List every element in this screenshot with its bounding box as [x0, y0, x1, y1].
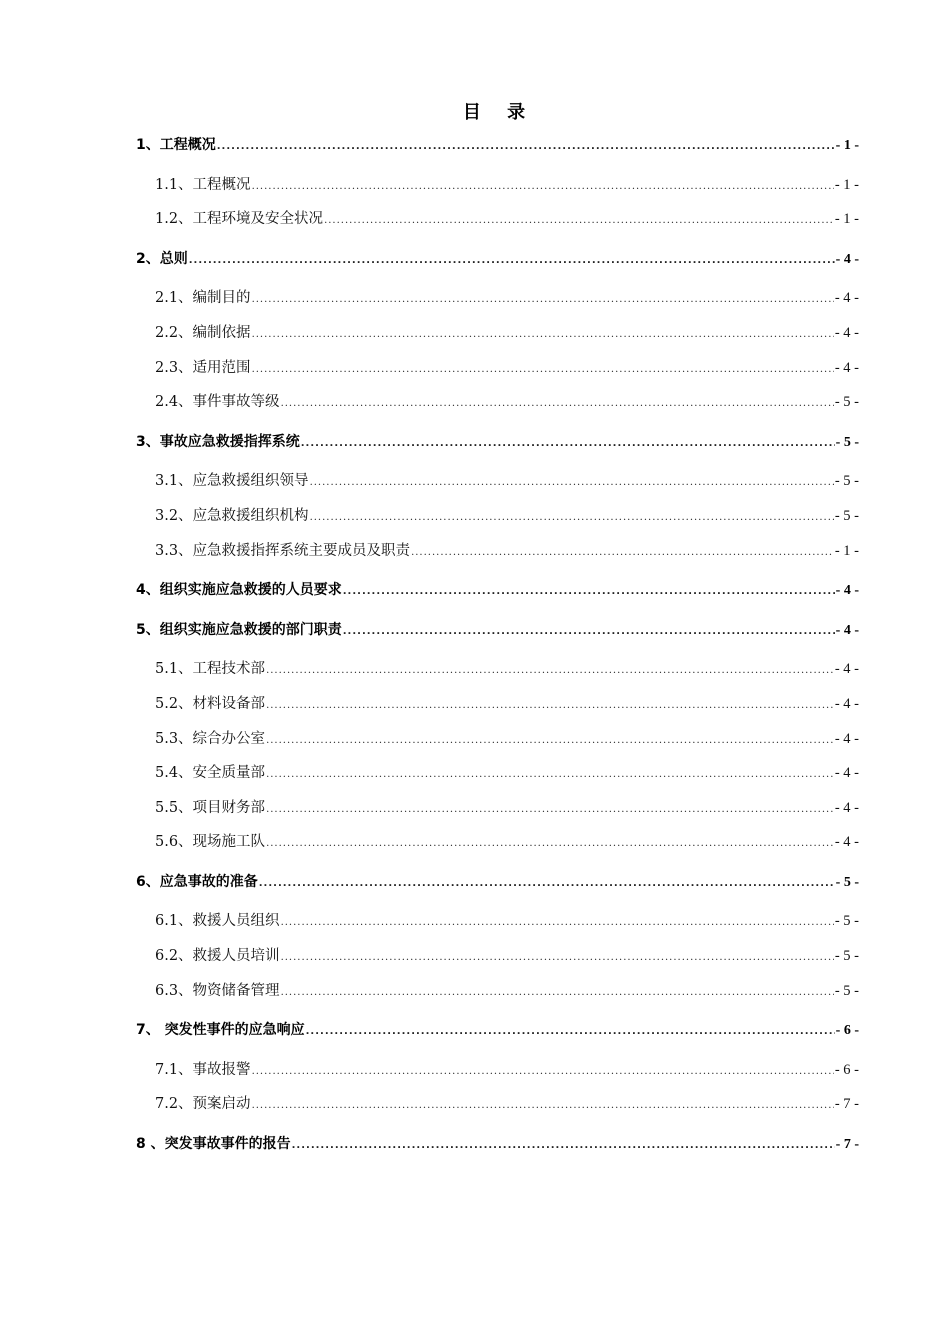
- toc-page-number: - 1 -: [834, 176, 859, 193]
- toc-entry-label: 3.1、应急救援组织领导: [155, 473, 309, 490]
- toc-entry-section[interactable]: [136, 534, 859, 569]
- toc-title: 目 录: [462, 102, 536, 123]
- toc-dot-leader: [324, 204, 834, 239]
- toc-entry-label: 6.2、救援人员培训: [155, 948, 280, 965]
- toc-page-number: - 5 -: [834, 394, 859, 411]
- toc-entry-chapter[interactable]: [136, 613, 859, 648]
- toc-entry-section[interactable]: [136, 202, 859, 237]
- toc-entry-chapter[interactable]: [136, 128, 859, 163]
- toc-dot-leader: [266, 793, 834, 828]
- toc-dot-leader: [343, 575, 835, 610]
- toc-page-number: - 4 -: [835, 251, 859, 267]
- toc-page-number: - 5 -: [834, 948, 859, 965]
- toc-page-number: - 7 -: [834, 1096, 859, 1113]
- toc-page-number: - 5 -: [834, 913, 859, 930]
- toc-dot-leader: [281, 906, 834, 941]
- toc-entry-label: 1、工程概况: [136, 137, 216, 153]
- toc-entry-label: 5.6、现场施工队: [155, 834, 266, 851]
- toc-entry-section[interactable]: [136, 904, 859, 939]
- toc-dot-leader: [266, 724, 834, 759]
- toc-entry-chapter[interactable]: [136, 1013, 859, 1048]
- toc-entry-chapter[interactable]: [136, 865, 859, 900]
- toc-entry-label: 3、事故应急救援指挥系统: [136, 433, 300, 450]
- toc-dot-leader: [281, 941, 834, 976]
- toc-entry-label: 7.1、事故报警: [155, 1061, 251, 1078]
- toc-entry-label: 4、组织实施应急救援的人员要求: [136, 582, 342, 599]
- toc-dot-leader: [306, 1015, 835, 1050]
- toc-page-number: - 4 -: [834, 661, 859, 678]
- toc-entry-label: 5.3、综合办公室: [155, 730, 266, 747]
- toc-entry-label: 6.3、物资储备管理: [155, 982, 280, 999]
- toc-page-number: - 4 -: [835, 583, 859, 599]
- toc-entry-label: 2.2、编制依据: [155, 324, 251, 341]
- toc-page-number: - 5 -: [834, 982, 859, 999]
- toc-page-number: - 5 -: [835, 874, 859, 890]
- toc-page-number: - 1 -: [835, 138, 859, 153]
- toc-entry-section[interactable]: [136, 499, 859, 534]
- toc-page-number: - 5 -: [835, 434, 859, 450]
- toc-page-number: - 4 -: [834, 765, 859, 782]
- toc-entry-section[interactable]: [136, 351, 859, 386]
- toc-entry-section[interactable]: [136, 722, 859, 757]
- toc-dot-leader: [281, 976, 834, 1011]
- toc-dot-leader: [252, 318, 834, 353]
- toc-entry-label: 2、总则: [136, 250, 188, 267]
- toc-dot-leader: [266, 827, 834, 862]
- toc-dot-leader: [411, 536, 834, 571]
- toc-entry-chapter[interactable]: [136, 573, 859, 608]
- toc-entry-section[interactable]: [136, 1053, 859, 1088]
- toc-dot-leader: [252, 353, 834, 388]
- toc-dot-leader: [281, 387, 834, 422]
- toc-entry-section[interactable]: [136, 168, 859, 203]
- toc-page-number: - 4 -: [834, 834, 859, 851]
- toc-entry-label: 5.2、材料设备部: [155, 695, 266, 712]
- toc-dot-leader: [252, 1089, 834, 1124]
- toc-dot-leader: [252, 170, 834, 205]
- toc-entry-label: 5.5、项目财务部: [155, 799, 266, 816]
- toc-page-number: - 1 -: [834, 211, 859, 228]
- toc-page-number: - 4 -: [835, 622, 859, 638]
- toc-entry-section[interactable]: [136, 385, 859, 420]
- toc-page-number: - 6 -: [834, 1061, 859, 1078]
- toc-entry-section[interactable]: [136, 464, 859, 499]
- toc-entry-label: 2.4、事件事故等级: [155, 394, 280, 411]
- toc-entry-section[interactable]: [136, 939, 859, 974]
- toc-page-number: - 4 -: [834, 359, 859, 376]
- toc-entry-chapter[interactable]: [136, 425, 859, 460]
- toc-page-number: - 7 -: [835, 1137, 859, 1153]
- toc-page-number: - 1 -: [834, 542, 859, 559]
- toc-entry-chapter[interactable]: [136, 242, 859, 277]
- toc-page-number: - 4 -: [834, 290, 859, 307]
- toc-entry-label: 1.2、工程环境及安全状况: [155, 211, 324, 228]
- toc-entry-section[interactable]: [136, 1087, 859, 1122]
- toc-entry-label: 3.3、应急救援指挥系统主要成员及职责: [155, 542, 411, 559]
- toc-entry-label: 1.1、工程概况: [155, 176, 251, 193]
- toc-entry-section[interactable]: [136, 316, 859, 351]
- toc-dot-leader: [301, 427, 835, 462]
- toc-page-number: - 5 -: [834, 507, 859, 524]
- toc-page-number: - 5 -: [834, 473, 859, 490]
- toc-entry-label: 2.3、适用范围: [155, 359, 251, 376]
- toc-dot-leader: [266, 758, 834, 793]
- toc-entry-label: 7、 突发性事件的应急响应: [136, 1022, 305, 1039]
- toc-dot-leader: [310, 501, 834, 536]
- toc-dot-leader: [252, 283, 834, 318]
- toc-entry-label: 5、组织实施应急救援的部门职责: [136, 621, 342, 638]
- toc-entry-label: 2.1、编制目的: [155, 290, 251, 307]
- toc-entry-section[interactable]: [136, 791, 859, 826]
- toc-page-number: - 4 -: [834, 695, 859, 712]
- toc-entry-section[interactable]: [136, 652, 859, 687]
- toc-page-number: - 6 -: [835, 1023, 859, 1039]
- toc-entry-section[interactable]: [136, 756, 859, 791]
- toc-dot-leader: [217, 130, 835, 165]
- toc-dot-leader: [292, 1129, 835, 1164]
- toc-entry-label: 5.4、安全质量部: [155, 765, 266, 782]
- toc-entry-section[interactable]: [136, 687, 859, 722]
- toc-entry-label: 7.2、预案启动: [155, 1096, 251, 1113]
- toc-entry-section[interactable]: [136, 825, 859, 860]
- toc-dot-leader: [343, 615, 835, 650]
- toc-entry-section[interactable]: [136, 281, 859, 316]
- toc-entry-label: 6、应急事故的准备: [136, 873, 258, 890]
- toc-entry-label: 6.1、救援人员组织: [155, 913, 280, 930]
- toc-entry-label: 8 、突发事故事件的报告: [136, 1136, 291, 1153]
- toc-dot-leader: [189, 244, 835, 279]
- toc-page-number: - 4 -: [834, 799, 859, 816]
- toc-dot-leader: [266, 689, 834, 724]
- toc-entry-chapter[interactable]: [136, 1127, 859, 1162]
- toc-entry-section[interactable]: [136, 974, 859, 1009]
- toc-entry-label: 3.2、应急救援组织机构: [155, 507, 309, 524]
- toc-dot-leader: [259, 867, 835, 902]
- toc-list: [136, 128, 859, 1167]
- toc-dot-leader: [266, 654, 834, 689]
- toc-dot-leader: [310, 466, 834, 501]
- toc-entry-label: 5.1、工程技术部: [155, 661, 266, 678]
- toc-dot-leader: [252, 1055, 834, 1090]
- toc-page-number: - 4 -: [834, 730, 859, 747]
- toc-page-number: - 4 -: [834, 324, 859, 341]
